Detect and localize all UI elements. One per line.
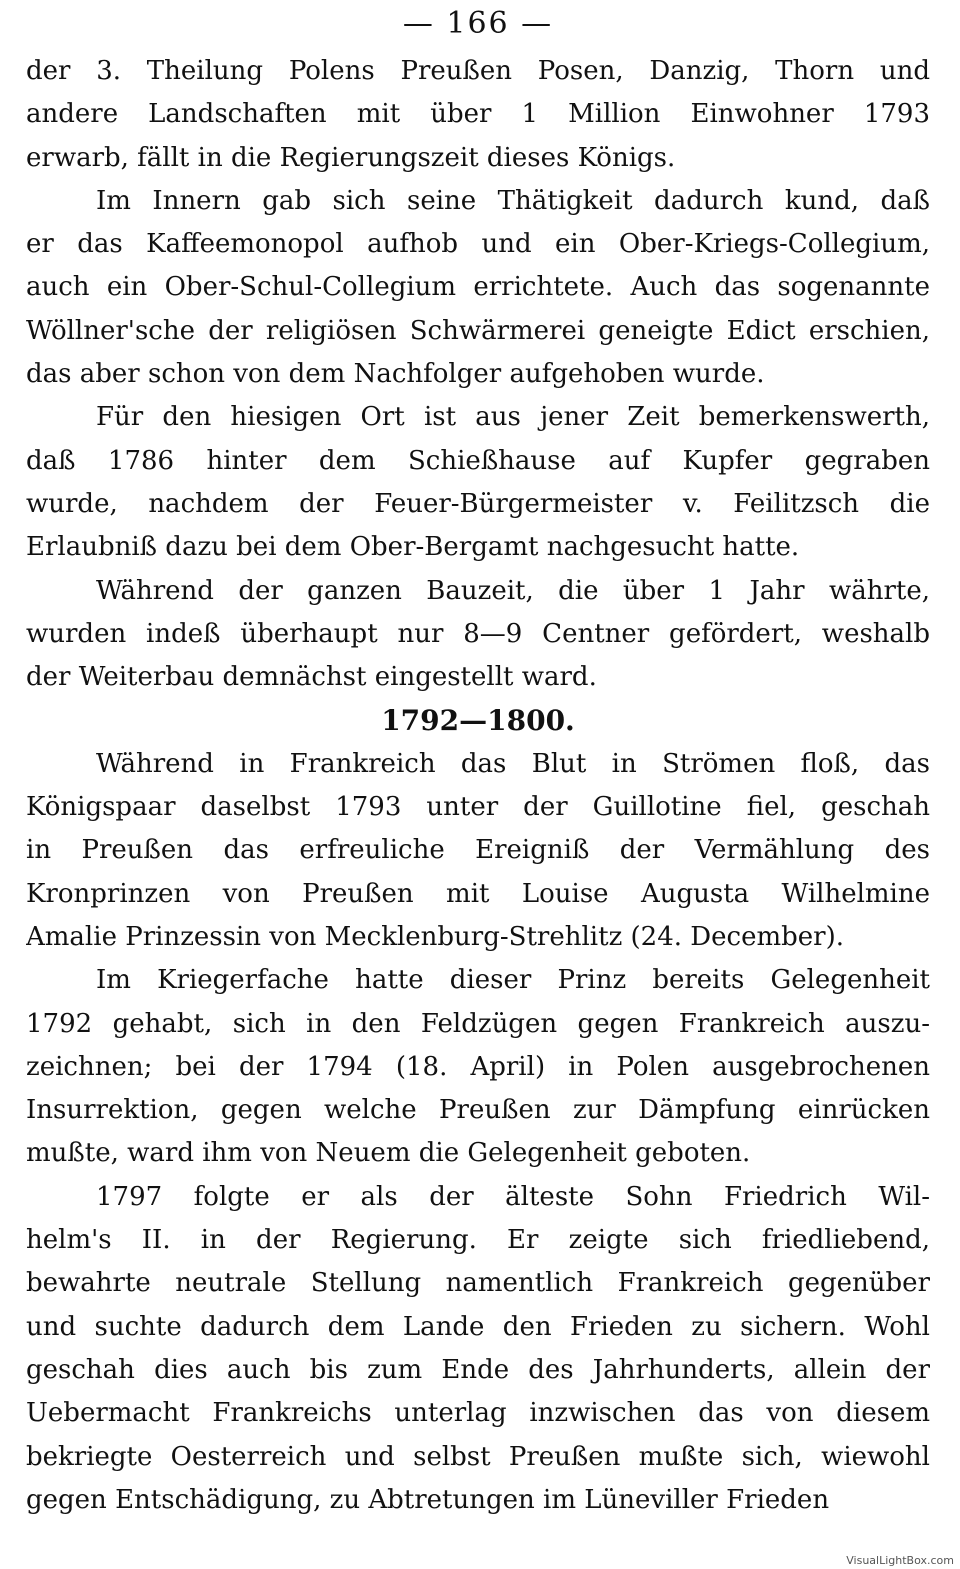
text-line: wurde, nachdem der Feuer-Bürgermeister v. Feilitzsch die <box>26 488 930 519</box>
paragraph <box>26 959 930 1175</box>
text-line: wurden indeß überhaupt nur 8—9 Centner gefördert, weshalb <box>26 618 930 649</box>
section-heading: 1792—1800. <box>381 704 575 738</box>
text-line: und suchte dadurch dem Lande den Frieden zu sichern. Wohl <box>26 1311 930 1342</box>
text-line: Amalie Prinzessin von Mecklenburg-Strehlitz (24. December). <box>26 921 844 952</box>
text-line: mußte, ward ihm von Neuem die Gelegenheit geboten. <box>26 1138 751 1169</box>
text-line: 1792 gehabt, sich in den Feldzügen gegen Frankreich auszu- <box>26 1008 930 1039</box>
text-line: Insurrektion, gegen welche Preußen zur Dämpfung einrücken <box>26 1095 930 1126</box>
watermark-text: VisualLightBox.com <box>846 1554 954 1567</box>
text-line: andere Landschaften mit über 1 Million Einwohner 1793 <box>26 99 930 130</box>
text-line: 1797 folgte er als der älteste Sohn Friedrich Wil- <box>96 1181 930 1212</box>
text-line: Während in Frankreich das Blut in Strömen floß, das <box>96 748 930 779</box>
text-line: geschah dies auch bis zum Ende des Jahrhunderts, allein der <box>26 1354 930 1385</box>
text-line: Während der ganzen Bauzeit, die über 1 Jahr währte, <box>96 575 930 606</box>
text-line: Kronprinzen von Preußen mit Louise Augusta Wilhelmine <box>26 878 930 909</box>
text-line: Im Innern gab sich seine Thätigkeit dadurch kund, daß <box>96 185 930 216</box>
text-after-heading <box>26 743 930 1522</box>
text-line: zeichnen; bei der 1794 (18. April) in Polen ausgebrochenen <box>26 1051 930 1082</box>
text-line: Königspaar daselbst 1793 unter der Guillotine fiel, geschah <box>26 792 930 823</box>
text-line: Für den hiesigen Ort ist aus jener Zeit bemerkenswerth, <box>96 402 930 433</box>
text-line: in Preußen das erfreuliche Ereigniß der Vermählung des <box>26 835 930 866</box>
text-line: erwarb, fällt in die Regierungszeit dieses Königs. <box>26 142 676 173</box>
paragraph <box>26 396 930 569</box>
text-line: auch ein Ober-Schul-Collegium errichtete. Auch das sogenannte <box>26 272 930 303</box>
text-line: Erlaubniß dazu bei dem Ober-Bergamt nachgesucht hatte. <box>26 532 800 563</box>
text-line: Wöllner'sche der religiösen Schwärmerei geneigte Edict erschien, <box>26 315 930 346</box>
text-line: das aber schon von dem Nachfolger aufgehoben wurde. <box>26 359 765 390</box>
text-line: der Weiterbau demnächst eingestellt ward. <box>26 662 597 693</box>
text-line: der 3. Theilung Polens Preußen Posen, Danzig, Thorn und <box>26 56 930 86</box>
text-line: gegen Entschädigung, zu Abtretungen im Lüneviller Frieden <box>26 1484 830 1515</box>
text-line: er das Kaffeemonopol aufhob und ein Ober-Kriegs-Collegium, <box>26 229 930 260</box>
paragraph <box>26 743 930 959</box>
text-line: Im Kriegerfache hatte dieser Prinz bereits Gelegenheit <box>96 965 930 996</box>
paragraph <box>26 50 930 180</box>
text-line: bekriegte Oesterreich und selbst Preußen mußte sich, wiewohl <box>26 1441 930 1472</box>
page-number: — 166 — <box>402 6 554 41</box>
document-page <box>26 0 930 1522</box>
text-line: bewahrte neutrale Stellung namentlich Frankreich gegenüber <box>26 1268 930 1299</box>
text-before-heading <box>26 50 930 699</box>
text-line: daß 1786 hinter dem Schießhause auf Kupfer gegraben <box>26 445 930 476</box>
text-line: Uebermacht Frankreichs unterlag inzwischen das von diesem <box>26 1398 930 1429</box>
paragraph <box>26 180 930 396</box>
paragraph <box>26 1176 930 1522</box>
text-line: helm's II. in der Regierung. Er zeigte sich friedliebend, <box>26 1225 930 1256</box>
paragraph <box>26 570 930 700</box>
